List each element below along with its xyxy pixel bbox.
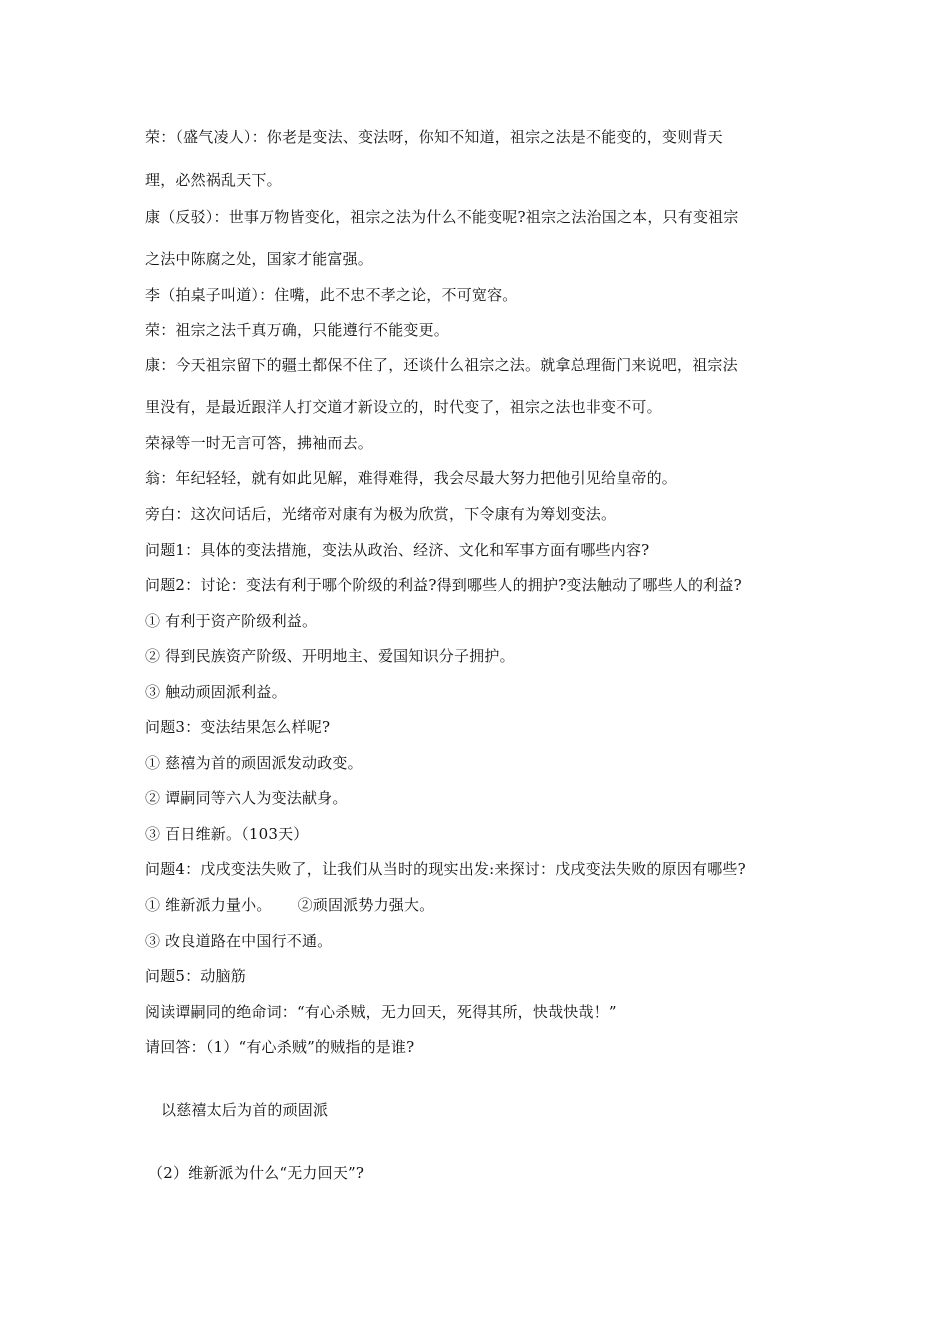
question-3: 问题3：变法结果怎么样呢? [145, 718, 331, 736]
dialogue-line-kang-2-cont: 里没有，是最近跟洋人打交道才新设立的，时代变了，祖宗之法也非变不可。 [145, 398, 662, 416]
answer-3-item-1: ① 慈禧为首的顽固派发动政变。 [145, 754, 363, 772]
sub-question-2: （2）维新派为什么“无力回天”? [148, 1164, 365, 1182]
answer-4-item-1: ① 维新派力量小。 [145, 896, 272, 914]
answer-3-item-3: ③ 百日维新。（103天） [145, 825, 309, 843]
answer-2-item-1: ① 有利于资产阶级利益。 [145, 612, 318, 630]
narration-voiceover: 旁白：这次问话后，光绪帝对康有为极为欣赏，下令康有为筹划变法。 [145, 505, 617, 523]
answer-4-items-1-2 [145, 895, 434, 915]
dialogue-line-kang-2: 康：今天祖宗留下的疆土都保不住了，还谈什么祖宗之法。就拿总理衙门来说吧，祖宗法 [145, 356, 738, 374]
sub-question-1: 请回答：（1）“有心杀贼”的贼指的是谁? [145, 1038, 415, 1056]
dialogue-line-weng: 翁：年纪轻轻，就有如此见解，难得难得，我会尽最大努力把他引见给皇帝的。 [145, 469, 678, 487]
dialogue-line-rong-1-cont: 理，必然祸乱天下。 [145, 171, 282, 189]
dialogue-line-kang-1-cont: 之法中陈腐之处，国家才能富强。 [145, 250, 374, 268]
answer-3-item-2: ② 谭嗣同等六人为变法献身。 [145, 789, 348, 807]
sub-answer-1: 以慈禧太后为首的顽固派 [161, 1101, 329, 1119]
answer-2-item-3: ③ 触动顽固派利益。 [145, 683, 287, 701]
question-1: 问题1：具体的变法措施，变法从政治、经济、文化和军事方面有哪些内容? [145, 541, 650, 559]
dialogue-line-rong-1: 荣：（盛气凌人）：你老是变法、变法呀，你知不知道，祖宗之法是不能变的，变则背天 [145, 128, 723, 146]
answer-2-item-2: ② 得到民族资产阶级、开明地主、爱国知识分子拥护。 [145, 647, 515, 665]
answer-4-item-3: ③ 改良道路在中国行不通。 [145, 932, 333, 950]
narration-ronglu: 荣禄等一时无言可答，拂袖而去。 [145, 434, 374, 452]
question-4: 问题4：戊戌变法失败了，让我们从当时的现实出发:来探讨：戊戌变法失败的原因有哪些? [145, 860, 746, 878]
answer-4-item-2: ②顽固派势力强大。 [297, 896, 435, 914]
dialogue-line-rong-2: 荣：祖宗之法千真万确，只能遵行不能变更。 [145, 321, 450, 339]
question-5: 问题5：动脑筋 [145, 967, 246, 985]
question-2: 问题2：讨论：变法有利于哪个阶级的利益?得到哪些人的拥护?变法触动了哪些人的利益? [145, 576, 742, 594]
dialogue-line-li: 李（拍桌子叫道）：住嘴，此不忠不孝之论，不可宽容。 [145, 286, 518, 304]
reading-prompt: 阅读谭嗣同的绝命词：“有心杀贼，无力回天，死得其所，快哉快哉！” [145, 1003, 617, 1021]
dialogue-line-kang-1: 康（反驳）：世事万物皆变化，祖宗之法为什么不能变呢?祖宗之法治国之本，只有变祖宗 [145, 208, 739, 226]
